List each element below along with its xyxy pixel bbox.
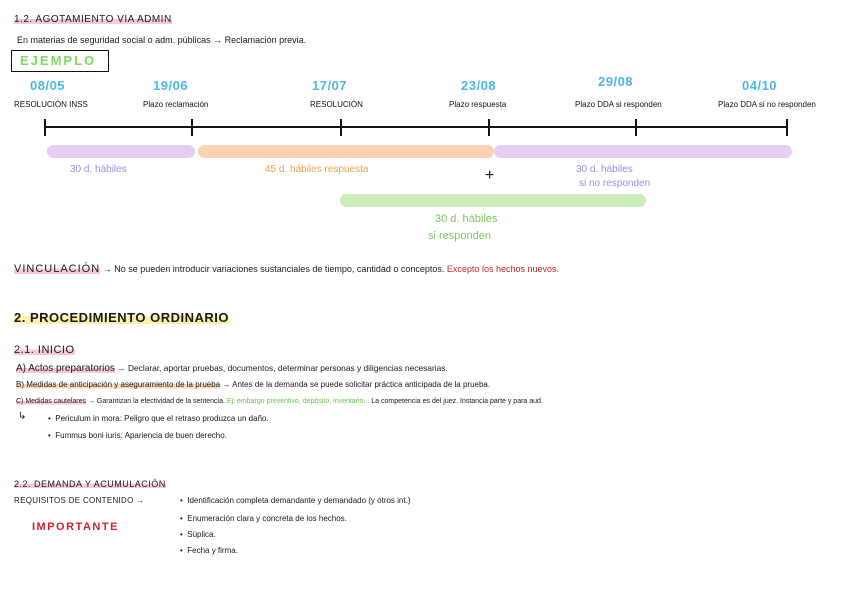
bar-label-green-1: 30 d. hábiles bbox=[435, 213, 498, 225]
item-a bbox=[16, 363, 448, 374]
bullet-periculum bbox=[48, 414, 269, 423]
vinculacion-label: VINCULACIÓN bbox=[14, 263, 101, 275]
item-c-text: → Garantizan la efectividad de la sentencia. bbox=[87, 398, 225, 405]
bullet-dot-icon: • bbox=[180, 496, 188, 505]
bullet-dot-icon: • bbox=[48, 431, 56, 440]
timeline-tick bbox=[340, 119, 342, 136]
timeline-date-6: 04/10 bbox=[742, 78, 778, 93]
item-c bbox=[16, 398, 543, 405]
bar-label-purple-right-2: si no responden bbox=[579, 178, 651, 189]
item-c-label: C) Medidas cautelares bbox=[16, 398, 87, 405]
bullet-dot-icon: • bbox=[180, 514, 188, 523]
bullet-fummus bbox=[48, 431, 227, 440]
requisito-item bbox=[180, 514, 347, 523]
timeline-tick bbox=[635, 119, 637, 136]
timeline-date-2: 19/06 bbox=[153, 78, 189, 93]
item-c-tail: La competencia es del juez. Instancia parte y para aud. bbox=[371, 398, 543, 405]
bullet-periculum-text: Periculum in mora: Peligro que el retraso produzca un daño. bbox=[55, 414, 269, 423]
return-arrow-icon: ↳ bbox=[18, 411, 27, 422]
plus-sign: + bbox=[485, 167, 495, 184]
section-1-2-title: 1.2. AGOTAMIENTO VIA ADMIN bbox=[14, 14, 172, 25]
timeline-date-3: 17/07 bbox=[312, 78, 348, 93]
bar-purple-left bbox=[47, 145, 195, 158]
timeline-label-1: RESOLUCIÓN INSS bbox=[14, 100, 88, 109]
requisito-text: Fecha y firma. bbox=[187, 546, 238, 555]
example-box bbox=[11, 50, 109, 72]
timeline-date-4: 23/08 bbox=[461, 78, 497, 93]
bullet-fummus-text: Fummus boni iuris: Apariencia de buen derecho. bbox=[55, 431, 227, 440]
timeline-axis bbox=[44, 126, 788, 128]
timeline-label-5: Plazo DDA si responden bbox=[575, 100, 662, 109]
requisito-text: Súplica. bbox=[187, 530, 216, 539]
timeline-label-2: Plazo reclamación bbox=[143, 100, 209, 109]
bar-orange bbox=[198, 145, 494, 158]
vinculacion-text: → No se pueden introducir variaciones sustanciales de tiempo, cantidad o conceptos. bbox=[102, 264, 445, 274]
bullet-dot-icon: • bbox=[180, 530, 188, 539]
timeline-date-1: 08/05 bbox=[30, 78, 66, 93]
bar-purple-right bbox=[494, 145, 792, 158]
item-a-text: → Declarar, aportar pruebas, documentos, determinar personas y diligencias necesarias. bbox=[117, 363, 448, 373]
bar-label-purple-left: 30 d. hábiles bbox=[70, 164, 127, 175]
timeline-tick bbox=[191, 119, 193, 136]
item-c-example: Ej: embargo preventivo, depósito, inventario... bbox=[226, 398, 370, 405]
timeline-label-3: RESOLUCIÓN bbox=[310, 100, 363, 109]
bullet-dot-icon: • bbox=[180, 546, 188, 555]
section-2-1-title: 2.1. INICIO bbox=[14, 344, 75, 356]
item-b bbox=[16, 380, 490, 389]
bar-label-orange: 45 d. hábiles respuesta bbox=[265, 164, 369, 175]
timeline-label-6: Plazo DDA si no responden bbox=[718, 100, 816, 109]
example-label: EJEMPLO bbox=[20, 53, 97, 68]
vinculacion-line bbox=[14, 263, 559, 275]
requisito-item bbox=[180, 530, 216, 539]
timeline-tick bbox=[786, 119, 788, 136]
requisito-item bbox=[180, 546, 238, 555]
section-1-2-subtitle: En materias de seguridad social o adm. públicas → Reclamación previa. bbox=[17, 35, 307, 45]
item-b-label: B) Medidas de anticipación y aseguramiento de la prueba bbox=[16, 380, 221, 389]
important-label: IMPORTANTE bbox=[32, 521, 119, 533]
requisitos-label: REQUISITOS DE CONTENIDO → bbox=[14, 496, 145, 505]
timeline-tick bbox=[44, 119, 46, 136]
bar-label-purple-right-1: 30 d. hábiles bbox=[576, 164, 633, 175]
item-b-text: → Antes de la demanda se puede solicitar práctica anticipada de la prueba. bbox=[222, 380, 491, 389]
bullet-dot-icon: • bbox=[48, 414, 56, 423]
section-2-2-title: 2.2. DEMANDA Y ACUMULACIÓN bbox=[14, 479, 166, 489]
timeline-label-4: Plazo respuesta bbox=[449, 100, 507, 109]
bar-label-green-2: si responden bbox=[428, 230, 491, 242]
requisito-item bbox=[180, 496, 411, 505]
requisito-text: Enumeración clara y concreta de los hechos. bbox=[187, 514, 347, 523]
timeline-tick bbox=[488, 119, 490, 136]
item-a-label: A) Actos preparatorios bbox=[16, 363, 115, 374]
requisito-text: Identificación completa demandante y demandado (y otros int.) bbox=[187, 496, 411, 505]
section-2-title: 2. PROCEDIMIENTO ORDINARIO bbox=[14, 310, 230, 325]
timeline-date-5: 29/08 bbox=[598, 74, 634, 89]
bar-green bbox=[340, 194, 646, 207]
vinculacion-exception: Excepto los hechos nuevos. bbox=[446, 264, 559, 274]
